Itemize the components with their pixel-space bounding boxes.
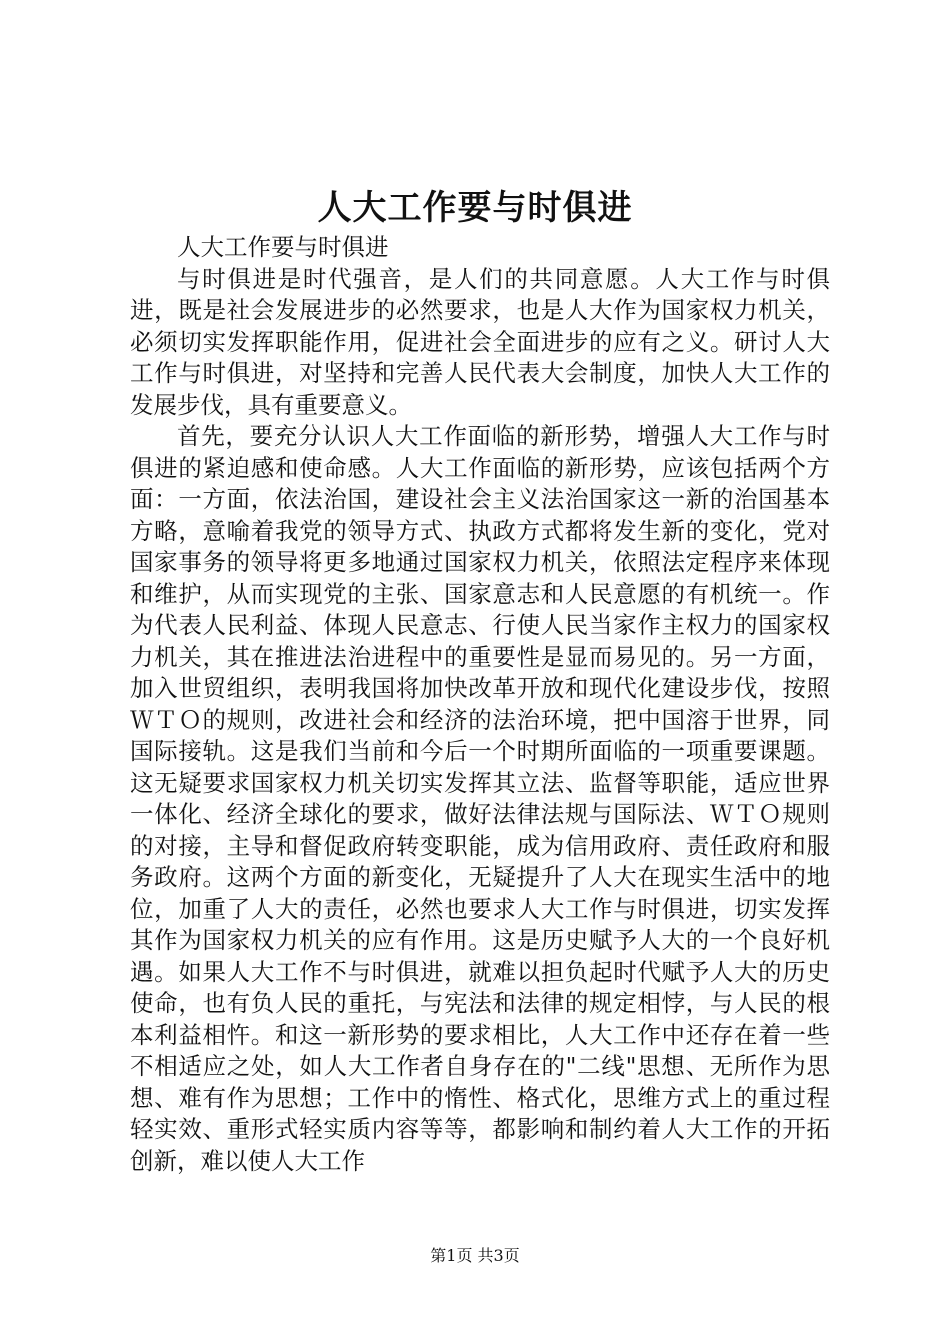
document-title: 人大工作要与时俱进 [317,188,633,228]
page-footer: 第1页 共3页 [430,1246,520,1265]
paragraph-first-point: 首先，要充分认识人大工作面临的新形势，增强人大工作与时俱进的紧迫感和使命感。人大工作面临的新形势，应该包括两个方面：一方面，依法治国，建设社会主义法治国家这一新的治国基本方略，意喻着我党的领导方式、执政方式都将发生新的变化，党对国家事务的领导将更多地通过国家权力机关，依照法定程序来体现和维护，从而实现党的主张、国家意志和人民意愿的有机统一。作为代表人民利益、体现人民意志、行使人民当家作主权力的国家权力机关，其在推进法治进程中的重要性是显而易见的。另一方面，加入世贸组织，表明我国将加快改革开放和现代化建设步伐，按照ＷＴＯ的规则，改进社会和经济的法治环境，把中国溶于世界，同国际接轨。这是我们当前和今后一个时期所面临的一项重要课题。这无疑要求国家权力机关切实发挥其立法、监督等职能，适应世界一体化、经济全球化的要求，做好法律法规与国际法、ＷＴＯ规则的对接，主导和督促政府转变职能，成为信用政府、责任政府和服务政府。这两个方面的新变化，无疑提升了人大在现实生活中的地位，加重了人大的责任，必然也要求人大工作与时俱进，切实发挥其作为国家权力机关的应有作用。这是历史赋予人大的一个良好机遇。如果人大工作不与时俱进，就难以担负起时代赋予人大的历史使命，也有负人民的重托，与宪法和法律的规定相悖，与人民的根本利益相忤。和这一新形势的要求相比，人大工作中还存在着一些不相适应之处，如人大工作者自身存在的"二线"思想、无所作为思想、难有作为思想；工作中的惰性、格式化，思维方式上的重过程轻实效、重形式轻实质内容等等，都影响和制约着人大工作的开拓创新，难以使人大工作 [130,422,830,1175]
document-body [130,232,830,1177]
paragraph-intro: 与时俱进是时代强音，是人们的共同意愿。人大工作与时俱进，既是社会发展进步的必然要求，也是人大作为国家权力机关，必须切实发挥职能作用，促进社会全面进步的应有之义。研讨人大工作与时俱进，对坚持和完善人民代表大会制度，加快人大工作的发展步伐，具有重要意义。 [130,264,830,419]
paragraph-subtitle: 人大工作要与时俱进 [177,233,389,261]
